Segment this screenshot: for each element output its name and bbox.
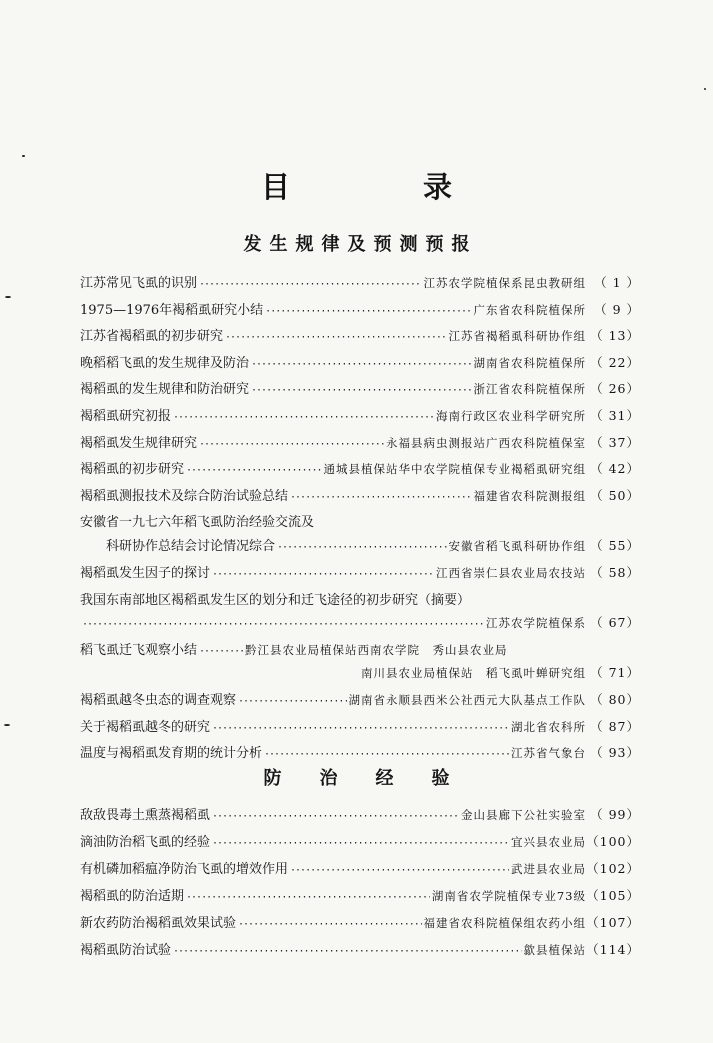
toc-list-occurrence xyxy=(80,272,640,769)
dot-leader xyxy=(82,619,484,630)
entry-title: 1975—1976年褐稻虱研究小结 xyxy=(80,302,264,318)
dot-leader xyxy=(238,919,421,930)
entry-page: （ 50） xyxy=(590,487,640,503)
entry-title: 科研协作总结会讨论情况综合 xyxy=(106,539,276,555)
entry-title: 褐稻虱的初步研究 xyxy=(80,462,185,478)
toc-entry[interactable] xyxy=(80,432,640,459)
toc-entry[interactable] xyxy=(80,831,640,858)
entry-author: 安徽省稻飞虱科研协作组 xyxy=(448,539,586,554)
entry-author: 浙江省农科院植保所 xyxy=(473,382,586,397)
entry-author: 湖南省农学院植保专业73级 xyxy=(431,889,586,903)
toc-entry[interactable] xyxy=(80,378,640,405)
entry-author: 通城县植保站华中农学院植保专业褐稻虱研究组 xyxy=(323,462,586,477)
ink-speck xyxy=(704,88,706,90)
entry-page: （ 26） xyxy=(590,381,640,397)
entry-author: 江西省崇仁县农业局农技站 xyxy=(436,565,586,580)
ink-speck xyxy=(5,296,11,298)
page-title: 目 录 xyxy=(260,170,504,204)
dot-leader xyxy=(290,865,509,876)
entry-page: （ 55） xyxy=(590,538,640,554)
entry-page: （ 31） xyxy=(590,407,640,423)
dot-leader xyxy=(265,306,471,317)
section-heading-control: 防治经验 xyxy=(263,768,488,789)
toc-entry[interactable] xyxy=(80,885,640,912)
dot-leader xyxy=(212,838,509,849)
dot-leader xyxy=(264,749,509,760)
entry-title: 江苏省褐稻虱的初步研究 xyxy=(80,329,224,345)
entry-page: （102） xyxy=(586,861,640,876)
entry-page: （114） xyxy=(586,942,640,957)
dot-leader xyxy=(212,811,459,822)
toc-entry[interactable] xyxy=(80,405,640,432)
entry-title: 稻飞虱迁飞观察小结 xyxy=(80,643,198,659)
entry-title: 滴油防治稻飞虱的经验 xyxy=(80,835,211,850)
dot-leader xyxy=(225,332,446,343)
toc-entry[interactable] xyxy=(80,939,640,966)
entry-author: 江苏省褐稻虱科研协作组 xyxy=(448,329,586,344)
entry-title: 褐稻虱发生因子的探讨 xyxy=(80,565,211,581)
toc-entry[interactable] xyxy=(80,804,640,831)
entry-page: （100） xyxy=(586,834,640,849)
toc-entry[interactable] xyxy=(80,639,640,663)
entry-author: 福建省农科院植保组农药小组 xyxy=(423,916,586,930)
entry-title: 晚稻稻飞虱的发生规律及防治 xyxy=(80,355,250,371)
entry-page: （ 1 ） xyxy=(594,275,640,290)
entry-author: 江苏农学院植保系昆虫教研组 xyxy=(423,276,586,290)
entry-page: （ 37） xyxy=(590,434,640,450)
entry-page: （ 87） xyxy=(590,718,640,734)
toc-entry[interactable] xyxy=(80,299,640,326)
toc-entry[interactable] xyxy=(80,535,640,562)
toc-entry[interactable] xyxy=(80,562,640,589)
dot-leader xyxy=(173,946,521,957)
entry-page: （ 99） xyxy=(590,807,640,822)
section-heading-occurrence: 发生规律及预测预报 xyxy=(243,234,478,255)
toc-entry-title-line[interactable] xyxy=(80,511,640,535)
entry-author: 武进县农业局 xyxy=(511,862,586,876)
toc-entry[interactable] xyxy=(80,272,640,299)
toc-entry-title-line[interactable] xyxy=(80,589,640,613)
entry-title-line1: 我国东南部地区褐稻虱发生区的划分和迁飞途径的初步研究（摘要） xyxy=(80,592,471,608)
toc-entry[interactable] xyxy=(80,912,640,939)
toc-entry-author-line[interactable] xyxy=(80,663,640,689)
dot-leader xyxy=(251,385,471,396)
entry-title: 新农药防治褐稻虱效果试验 xyxy=(80,916,237,931)
ink-speck xyxy=(22,155,25,157)
entry-title: 褐稻虱测报技术及综合防治试验总结 xyxy=(80,488,289,504)
toc-entry[interactable] xyxy=(80,613,640,640)
entry-page: （105） xyxy=(586,888,640,903)
entry-author: 湖北省农科所 xyxy=(511,719,586,734)
toc-entry[interactable] xyxy=(80,352,640,379)
entry-title: 温度与褐稻虱发育期的统计分析 xyxy=(80,746,263,762)
entry-author: 江苏省气象台 xyxy=(511,746,586,761)
entry-page: （ 67） xyxy=(590,614,640,630)
dot-leader xyxy=(199,279,421,290)
entry-author: 歙县植保站 xyxy=(523,943,586,957)
toc-entry[interactable] xyxy=(80,325,640,352)
entry-page: （ 22） xyxy=(590,354,640,370)
entry-title: 褐稻虱的防治适期 xyxy=(80,889,185,904)
entry-author: 湖南省农科院植保所 xyxy=(473,355,586,370)
entry-author: 江苏农学院植保系 xyxy=(486,615,586,630)
entry-page: （ 93） xyxy=(590,745,640,761)
entry-author: 永福县病虫测报站广西农科院植保室 xyxy=(386,435,586,450)
entry-page: （ 80） xyxy=(590,692,640,708)
entry-title: 褐稻虱防治试验 xyxy=(80,943,172,958)
entry-page: （ 71） xyxy=(590,665,640,681)
entry-page: （ 9 ） xyxy=(594,301,640,317)
dot-leader xyxy=(186,465,321,476)
entry-title: 褐稻虱越冬虫态的调查观察 xyxy=(80,693,237,709)
entry-author: 海南行政区农业科学研究所 xyxy=(436,408,586,423)
entry-title: 褐稻虱研究初报 xyxy=(80,408,172,424)
toc-entry[interactable] xyxy=(80,689,640,716)
toc-entry[interactable] xyxy=(80,458,640,485)
dot-leader xyxy=(290,492,471,503)
dot-leader xyxy=(212,569,434,580)
entry-author: 南川县农业局植保站 稻飞虱叶蝉研究组 xyxy=(361,666,586,681)
entry-page: （ 42） xyxy=(590,461,640,477)
dot-leader xyxy=(212,723,509,734)
dot-leader xyxy=(199,439,384,450)
entry-title: 有机磷加稻瘟净防治飞虱的增效作用 xyxy=(80,862,289,877)
entry-author-line1: 黔江县农业局植保站西南农学院 秀山县农业局 xyxy=(245,643,508,658)
dot-leader xyxy=(238,696,346,707)
dot-leader xyxy=(173,412,434,423)
dot-leader xyxy=(186,892,430,903)
ink-speck xyxy=(4,724,10,726)
entry-title: 江苏常见飞虱的识别 xyxy=(80,276,198,291)
entry-title: 敌敌畏毒土熏蒸褐稻虱 xyxy=(80,808,211,823)
toc-entry[interactable] xyxy=(80,716,640,743)
toc-list-control xyxy=(80,804,640,966)
entry-author: 宜兴县农业局 xyxy=(511,835,586,849)
entry-page: （107） xyxy=(586,915,640,930)
entry-author: 广东省农科院植保所 xyxy=(473,302,586,317)
dot-leader xyxy=(251,359,471,370)
entry-page: （ 13） xyxy=(590,328,640,344)
entry-title: 褐稻虱的发生规律和防治研究 xyxy=(80,382,250,398)
entry-author: 福建省农科院测报组 xyxy=(473,488,586,503)
entry-author: 湖南省永顺县西米公社西元大队基点工作队 xyxy=(348,693,586,708)
entry-title-line1: 安徽省一九七六年稻飞虱防治经验交流及 xyxy=(80,515,315,531)
toc-entry[interactable] xyxy=(80,858,640,885)
dot-leader xyxy=(277,542,446,553)
entry-page: （ 58） xyxy=(590,564,640,580)
toc-entry[interactable] xyxy=(80,485,640,512)
entry-title: 褐稻虱发生规律研究 xyxy=(80,435,198,451)
entry-author: 金山县廊下公社实验室 xyxy=(461,808,586,822)
dot-leader xyxy=(199,646,243,657)
entry-title: 关于褐稻虱越冬的研究 xyxy=(80,719,211,735)
